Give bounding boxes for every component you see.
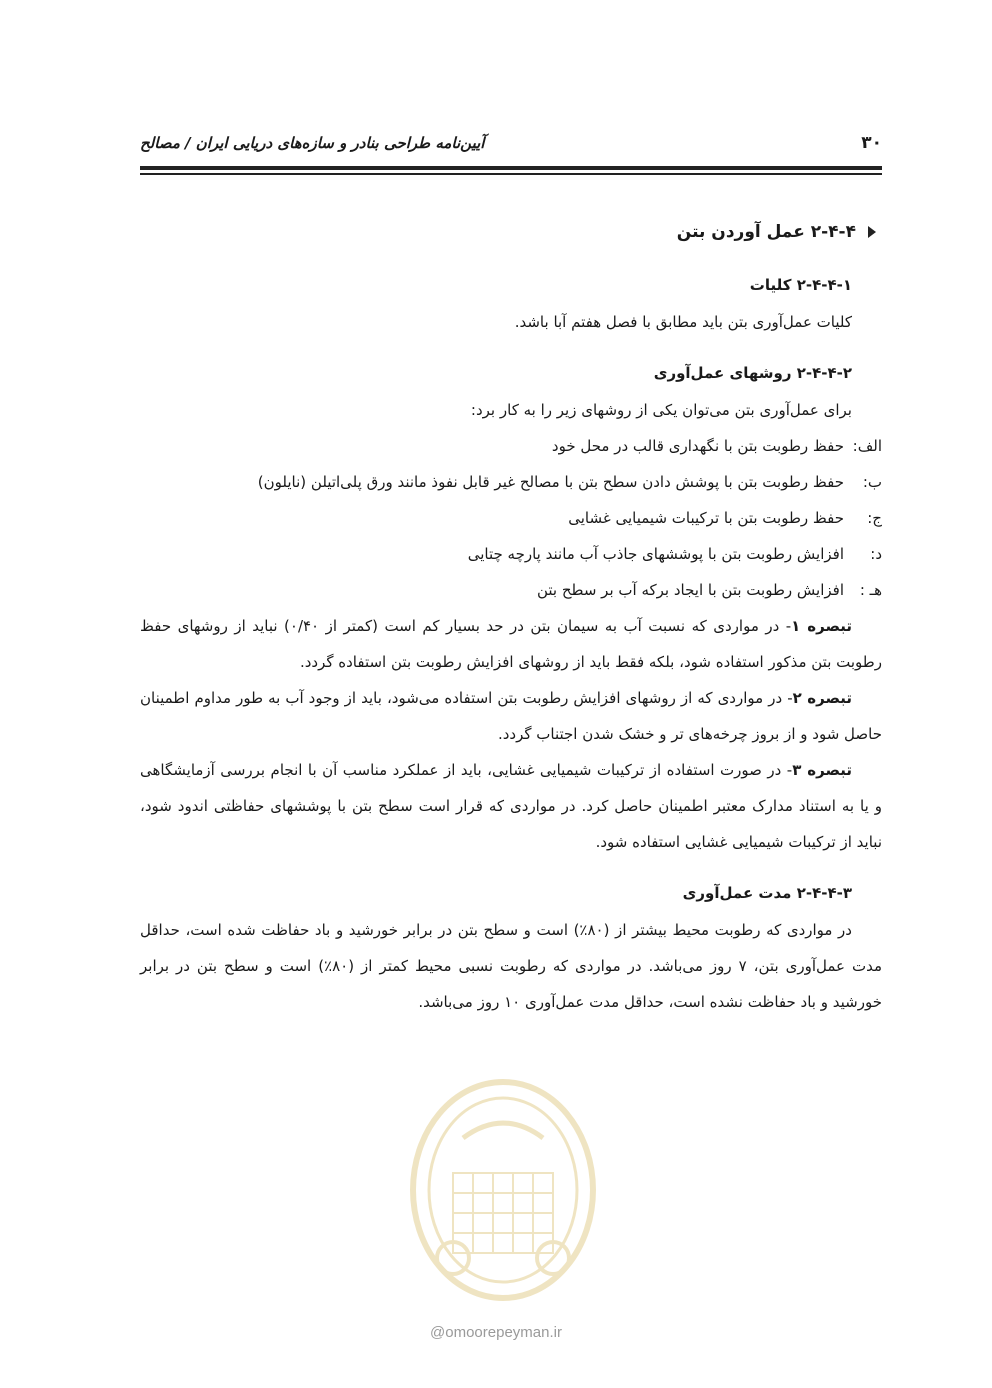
note-2-text: - در مواردی که از روشهای افزایش رطوبت بتن استفاده می‌شود، باید از وجود آب به طور مداوم اطمینان حاصل شود و از بروز چرخه‌های تر و خشک شدن اجتناب گردد. (140, 689, 882, 743)
list-item-label: ب: (862, 473, 882, 491)
list-item-text: افزایش رطوبت بتن با ایجاد برکه آب بر سطح بتن (536, 581, 844, 599)
list-item-label: هـ : (859, 581, 882, 599)
note-2 (140, 680, 882, 752)
page-number: ۳۰ (861, 133, 882, 153)
page-content (140, 212, 882, 1020)
note-1-text: - در مواردی که نسبت آب به سیمان بتن در حد بسیار کم است (کمتر از ۰/۴۰) نباید از روشهای حفظ رطوبت بتن مذکور استفاده شود، بلکه فقط باید از روشهای افزایش رطوبت بتن استفاده گردد. (140, 617, 882, 671)
subsection-heading-1: ۲-۴-۴-۱ کلیات (749, 276, 852, 294)
list-item (140, 536, 882, 572)
paragraph-general: کلیات عمل‌آوری بتن باید مطابق با فصل هفتم آبا باشد. (514, 313, 852, 331)
list-item-text: حفظ رطوبت بتن با ترکیبات شیمیایی غشایی (568, 509, 844, 527)
paragraph-duration: در مواردی که رطوبت محیط بیشتر از (۸۰٪) است و سطح بتن در برابر خورشید و باد حفاظت شده است، حداقل مدت عمل‌آوری بتن، ۷ روز می‌باشد. در مواردی که رطوبت نسبی محیط کمتر از (۸۰٪) است و سطح بتن در برابر خورشید و باد حفاظت نشده است، حداقل مدت عمل‌آوری ۱۰ روز می‌باشد. (140, 921, 882, 1011)
note-1-lead: تبصره ۱ (791, 617, 852, 635)
list-item-text: افزایش رطوبت بتن با پوششهای جاذب آب مانند پارچه چتایی (467, 545, 844, 563)
section-heading-text: ۲-۴-۴ عمل آوردن بتن (676, 222, 856, 242)
running-title: آیین‌نامه طراحی بنادر و سازه‌های دریایی ایران / مصالح (140, 134, 485, 152)
list-item (140, 464, 882, 500)
paragraph-methods-intro: برای عمل‌آوری بتن می‌توان یکی از روشهای زیر را به کار برد: (470, 401, 852, 419)
note-2-lead: تبصره ۲ (792, 689, 852, 707)
note-3-text: - در صورت استفاده از ترکیبات شیمیایی غشایی، باید از عملکرد مناسب آن با انجام بررسی آزمایشگاهی و یا به استناد مدارک معتبر اطمینان حاصل کرد. در مواردی که قرار است سطح بتن با پوششهای حفاظتی اندود شود، نباید از ترکیبات شیمیایی غشایی استفاده شود. (140, 761, 882, 851)
section-heading (140, 212, 882, 252)
list-item-text: حفظ رطوبت بتن با پوشش دادن سطح بتن با مصالح غیر قابل نفوذ مانند ورق پلی‌اتیلن (نایلون) (257, 473, 844, 491)
list-item (140, 572, 882, 608)
header-rule-thin (140, 173, 882, 175)
note-3-lead: تبصره ۳ (792, 761, 852, 779)
methods-list (140, 428, 882, 608)
list-item-label: الف: (852, 437, 882, 455)
note-1 (140, 608, 882, 680)
seal-logo-icon (408, 1078, 598, 1303)
list-item (140, 428, 882, 464)
triangle-bullet-icon (868, 226, 876, 238)
list-item-label: د: (870, 545, 882, 563)
subsection-heading-2: ۲-۴-۴-۲ روشهای عمل‌آوری (653, 364, 852, 382)
page-header (140, 128, 882, 158)
list-item-text: حفظ رطوبت بتن با نگهداری قالب در محل خود (551, 437, 844, 455)
subsection-heading-3: ۲-۴-۴-۳ مدت عمل‌آوری (682, 884, 852, 902)
list-item-label: ج: (867, 509, 882, 527)
watermark-url: @omoorepeyman.ir (430, 1324, 562, 1341)
header-rule-thick (140, 166, 882, 170)
note-3 (140, 752, 882, 860)
list-item (140, 500, 882, 536)
